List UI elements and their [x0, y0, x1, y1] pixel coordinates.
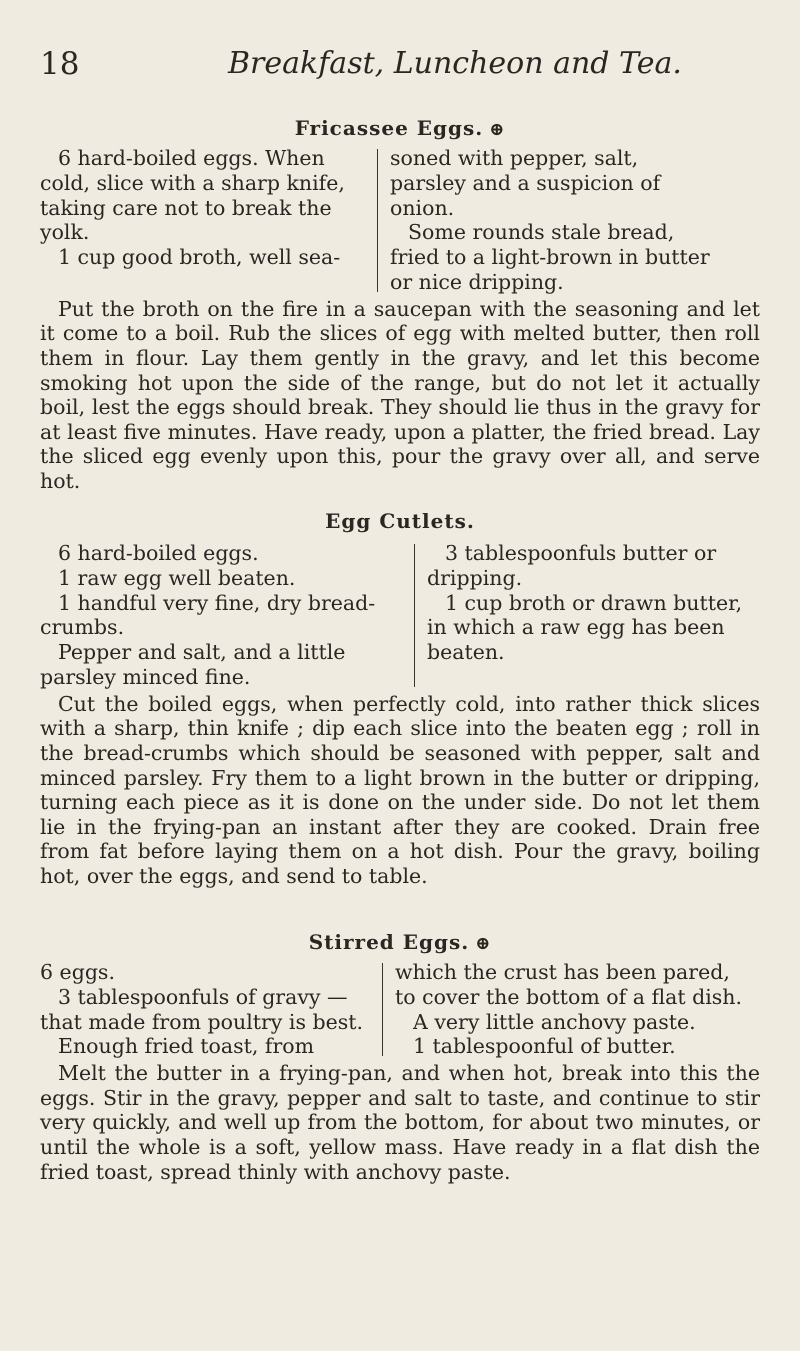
- recipe-title-text: Egg Cutlets.: [325, 509, 475, 533]
- ingredient-line: 1 cup broth or drawn butter, in which a raw egg has been beaten.: [427, 590, 743, 665]
- column-divider: [377, 149, 378, 292]
- ingredient-line: A very little anchovy paste.: [413, 1009, 696, 1034]
- recipe-method: Cut the boiled eggs, when perfectly cold, into rather thick slices with a sharp, thin knife ; dip each slice into the beaten egg ; roll in the bread-crumbs which should be seasoned with pepper, salt and minced parsley. Fry them to a light brown in the butter or dripping, turning each piece as it is done on the under side. Do not let them lie in the frying-pan an instant after they are cooked. Drain free from fat before laying them on a hot dish. Pour the gravy, boiling hot, over the eggs, and send to table.: [40, 691, 760, 888]
- ingredients-right-column: [390, 146, 720, 295]
- recipe-stirred-eggs: [40, 928, 760, 1184]
- ingredient-line: Pepper and salt, and a little parsley minced fine.: [40, 640, 346, 689]
- recipe-title-text: Stirred Eggs.: [308, 930, 470, 954]
- recipe-mark-icon: ⊕: [475, 933, 492, 954]
- ingredient-line: 3 tablespoonfuls of gravy —that made from poultry is best.: [40, 984, 364, 1034]
- ingredients-right-column: [427, 541, 747, 690]
- ingredient-line: 1 cup good broth, well sea-: [58, 245, 341, 270]
- ingredients-left-column: [40, 541, 402, 690]
- ingredients-left-column: [40, 960, 370, 1059]
- running-head: [40, 46, 760, 86]
- recipe-title: [40, 114, 760, 144]
- page-number: 18: [40, 46, 80, 82]
- ingredient-line: 6 hard-boiled eggs.: [58, 541, 259, 565]
- recipe-title: [40, 928, 760, 958]
- ingredients-left-column: [40, 146, 365, 295]
- ingredient-line: 1 raw egg well beaten.: [58, 565, 296, 590]
- ingredient-line: soned with pepper, salt, parsley and a suspicion of onion.: [390, 146, 661, 220]
- ingredient-line: Some rounds stale bread, fried to a light-brown in butter or nice dripping.: [390, 220, 710, 294]
- recipe-mark-icon: ⊕: [489, 119, 506, 140]
- recipe-fricasseed-eggs: [40, 114, 760, 494]
- ingredient-line: 6 hard-boiled eggs. When cold, slice with a sharp knife, taking care not to break the yolk.: [40, 146, 345, 245]
- ingredient-line: 1 tablespoonful of butter.: [413, 1034, 676, 1059]
- running-title: Breakfast, Luncheon and Tea.: [228, 46, 682, 81]
- column-divider: [382, 963, 383, 1056]
- ingredient-line: 6 eggs.: [40, 960, 115, 984]
- column-divider: [414, 544, 415, 687]
- recipe-method: Put the broth on the fire in a saucepan with the seasoning and let it come to a boil. Rub the slices of egg with melted butter, then roll them in flour. Lay them gently in the gravy, and let this become smoking hot upon the side of the range, but do not let it actually boil, lest the eggs should break. They should lie thus in the gravy for at least five minutes. Have ready, upon a platter, the fried bread. Lay the sliced egg evenly upon this, pour the gravy over all, and serve hot.: [40, 296, 760, 493]
- ingredients: [40, 541, 760, 690]
- ingredient-line: 3 tablespoonfuls butter or dripping.: [427, 541, 717, 590]
- recipe-method: Melt the butter in a frying-pan, and when hot, break into this the eggs. Stir in the gravy, pepper and salt to taste, and continue to stir very quickly, and well up from the bottom, for about two minutes, or until the whole is a soft, yellow mass. Have ready in a flat dish the fried toast, spread thinly with anchovy paste.: [40, 1061, 760, 1184]
- ingredients: [40, 960, 760, 1059]
- ingredients: [40, 146, 760, 295]
- recipe-title-text: Fricassee Eggs.: [294, 116, 484, 140]
- recipe-title: [40, 507, 760, 535]
- ingredients-right-column: [395, 960, 747, 1059]
- ingredient-line: Enough fried toast, from: [58, 1034, 315, 1059]
- ingredient-line: which the crust has been pared, to cover the bottom of a flat dish.: [395, 960, 743, 1009]
- recipe-egg-cutlets: [40, 507, 760, 889]
- ingredient-line: 1 handful very fine, dry bread-crumbs.: [40, 590, 376, 640]
